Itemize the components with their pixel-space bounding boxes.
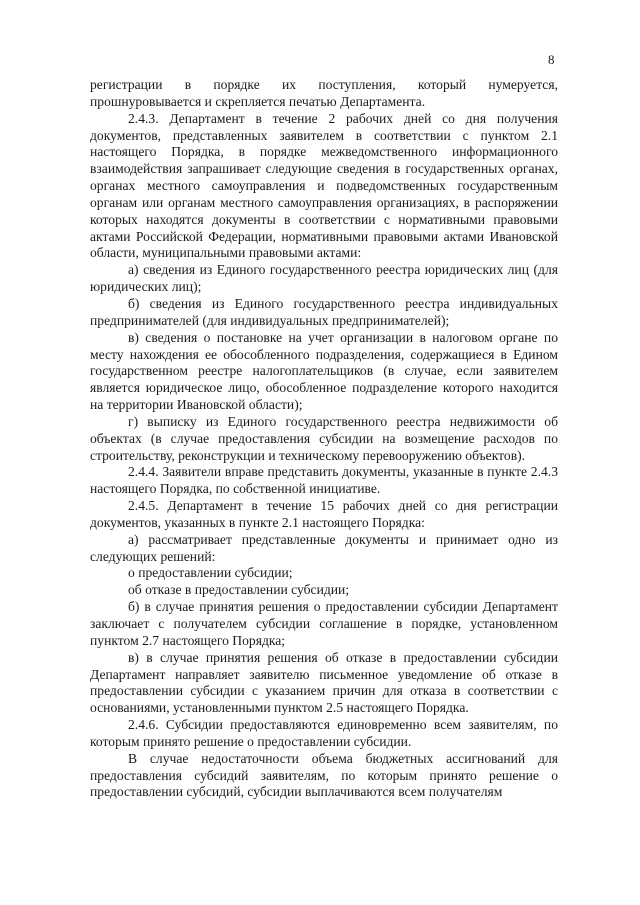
- paragraph: регистрации в порядке их поступления, который нумеруется, прошнуровывается и скрепляется печатью Департамента.: [90, 77, 558, 109]
- paragraph: б) сведения из Единого государственного реестра индивидуальных предпринимателей (для индивидуальных предпринимателей);: [90, 295, 558, 328]
- paragraph: г) выписку из Единого государственного реестра недвижимости об объектах (в случае предоставления субсидии на возмещение расходов по строительству, реконструкции и техническому перевооружению объектов).: [90, 413, 558, 463]
- paragraph: 2.4.3. Департамент в течение 2 рабочих дней со дня получения документов, представленных заявителем в соответствии с пунктом 2.1 настоящего Порядка, в порядке межведомственного информационного взаимодействия запрашивает следующие сведения в государственных органах, органах местного самоуправления и подведомственных государственным органам или органам местного самоуправления организациях, в распоряжении которых находятся документы в соответствии с нормативными правовыми актами Российской Федерации, нормативными правовыми актами Ивановской области, муниципальными правовыми актами:: [90, 110, 558, 261]
- paragraph: о предоставлении субсидии;: [128, 565, 293, 581]
- paragraph: а) рассматривает представленные документы и принимает одно из следующих решений:: [90, 531, 558, 564]
- paragraph: 2.4.6. Субсидии предоставляются единовременно всем заявителям, по которым принято решение о предоставлении субсидии.: [90, 717, 558, 749]
- paragraph: а) сведения из Единого государственного реестра юридических лиц (для юридических лиц);: [90, 262, 558, 295]
- paragraph: в) сведения о постановке на учет организации в налоговом органе по месту нахождения ее обособленного подразделения, содержащиеся в Едином государственном реестре налогоплательщиков (в случае, если заявителем является юридическое лицо, обособленное подразделение которого находится на территории Ивановской области);: [90, 329, 558, 413]
- paragraph: 2.4.4. Заявители вправе представить документы, указанные в пункте 2.4.3 настоящего Порядка, по собственной инициативе.: [90, 464, 558, 497]
- paragraph: об отказе в предоставлении субсидии;: [128, 582, 350, 598]
- paragraph: 2.4.5. Департамент в течение 15 рабочих дней со дня регистрации документов, указанных в пункте 2.1 настоящего Порядка:: [90, 498, 558, 530]
- paragraph: в) в случае принятия решения об отказе в предоставлении субсидии Департамент направляет заявителю письменное уведомление об отказе в предоставлении субсидии с указанием причин для отказа в соответствии с основаниями, установленными пунктом 2.5 настоящего Порядка.: [90, 649, 558, 716]
- paragraph: б) в случае принятия решения о предоставлении субсидии Департамент заключает с получателем субсидии соглашение в порядке, установленном пунктом 2.7 настоящего Порядка;: [90, 599, 558, 648]
- paragraph: В случае недостаточности объема бюджетных ассигнований для предоставления субсидий заявителям, по которым принято решение о предоставлении субсидий, субсидии выплачиваются всем получателям: [90, 750, 558, 800]
- document-body: [90, 77, 558, 801]
- page-number: 8: [548, 52, 555, 67]
